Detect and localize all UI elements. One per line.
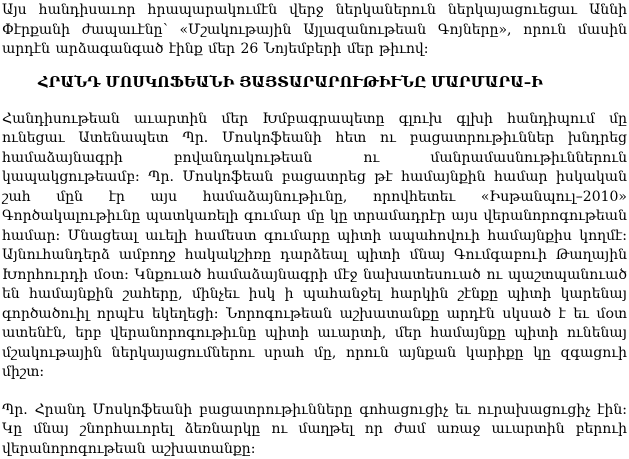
statement-paragraph: Հանդիսութեան աւարտին մեր Խմբագրապետը գլուխ գլխի հանդիպում մը ունեցաւ Ատենապետ Պր. Մոսկոֆեանի հետ ու բացատրութիւններ խնդրեց համաձայնագրի բովանդակութեան ու մանրամասնութիւններուն կապակցութեամբ։ Պր. Մոսկոֆեան բացատրեց թէ համայնքին համար իսկական շահ մըն էր այս համաձայնութիւնը, որովհետեւ «Իսթանպուլ–2010» Գործակալութիւնը պատկառելի գումար մը կը տրամադրէր այս վերանորոգութեան համար։ Մնացեալ աւելի համեստ գումարը պիտի ապահովուի համայնքիս կողմէ։ Այնուհանդերձ ամբողջ հակակշիռը դարձեալ պիտի մնայ Գումգաբուի Թաղային Խորհուրդի մօտ։ Կնքուած համաձայնագրի մէջ նախատեսուած ու պաշտպանուած են համայնքին շահերը, մինչեւ իսկ ի պահանջել հարկին շէնքը պիտի կարենայ գործածուիլ որպէս եկեղեցի։ Նորոգութեան աշխատանքը արդէն սկսած է եւ մօտ ատենէն, երբ վերանորոգութիւնը պիտի աւարտի, մեր համայնքը պիտի ունենայ մշակութային ներկայացումներու սրահ մը, որուն այնքան կարիքը կը զգացուի միշտ։ bbox=[2, 110, 627, 383]
intro-paragraph: Այս հանդիսաւոր հրապարակումէն վերջ ներկաներուն ներկայացուեցաւ Աննի Փէրքանի ժապաւէնը՝ «Մշակութային Այլազանութեան Գոյները», որուն մասին արդէն արձագանգած էինք մեր 26 Նոյեմբերի մեր թիւով։ bbox=[2, 1, 627, 60]
closing-paragraph: Պր. Հրանդ Մոսկոֆեանի բացատրութիւնները գոհացուցիչ եւ ուրախացուցիչ էին։ Կը մնայ շնորհաւորել ձեռնարկը ու մաղթել որ ժամ առաջ աւարտին բերուի վերանորոգութեան աշխատանքը։ bbox=[2, 401, 627, 459]
section-heading: ՀՐԱՆԴ ՄՈՍԿՈՖԵԱՆԻ ՅԱՅՏԱՐԱՐՈՒԹԻՒՆԸ ՄԱՐՄԱՐԱ–Ի bbox=[2, 73, 627, 93]
